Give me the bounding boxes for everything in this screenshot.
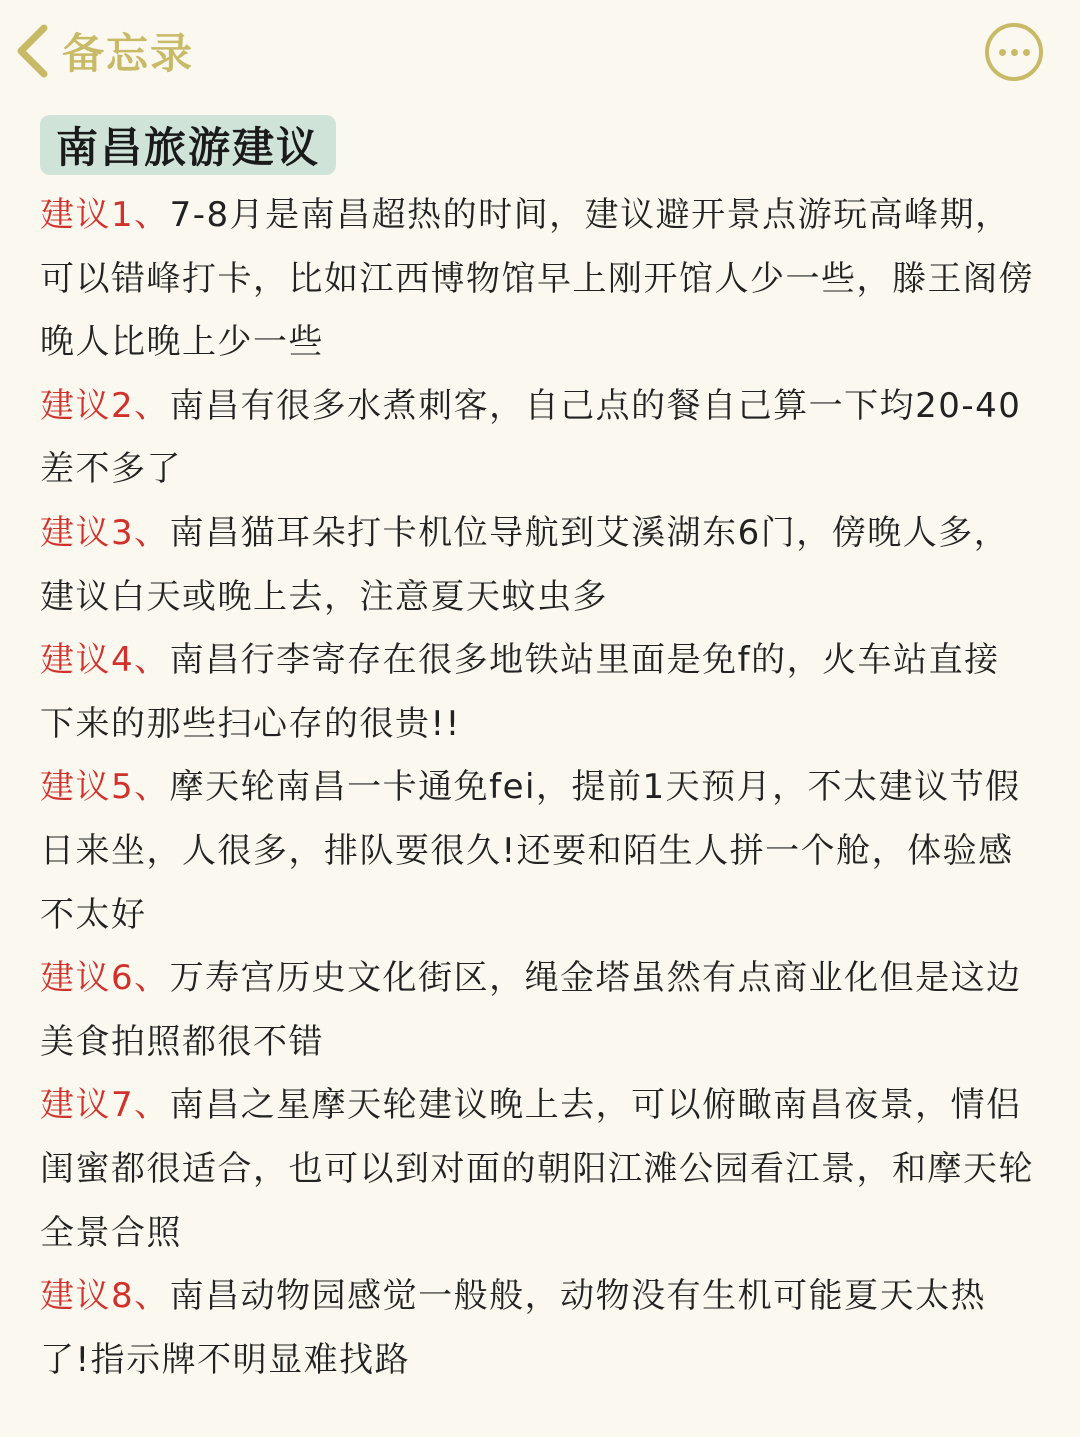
more-icon-dot (1023, 49, 1030, 56)
tip-text: 南昌之星摩天轮建议晚上去，可以俯瞰南昌夜景，情侣闺蜜都很适合，也可以到对面的朝阳江滩公园看江景，和摩天轮全景合照 (40, 1085, 1034, 1253)
back-button[interactable] (14, 20, 194, 82)
tip-label: 建议3、 (40, 512, 170, 553)
note-body (40, 184, 1035, 1392)
tip-label: 建议8、 (40, 1276, 170, 1317)
page-title: 南昌旅游建议 (56, 123, 321, 172)
tip-item (40, 502, 1035, 629)
tip-label: 建议7、 (40, 1085, 170, 1126)
tip-text: 南昌有很多水煮刺客，自己点的餐自己算一下均20-40差不多了 (40, 385, 1022, 490)
tip-item (40, 1265, 1035, 1392)
back-label: 备忘录 (62, 29, 195, 78)
more-options-button[interactable] (985, 23, 1043, 81)
tip-item (40, 629, 1035, 756)
tip-text: 7-8月是南昌超热的时间，建议避开景点游玩高峰期，可以错峰打卡，比如江西博物馆早上刚开馆人少一些，滕王阁傍晚人比晚上少一些 (40, 195, 1034, 363)
top-bar (0, 0, 1080, 105)
tip-label: 建议4、 (40, 640, 170, 681)
more-icon-dot (999, 49, 1006, 56)
chevron-left-icon (14, 24, 50, 78)
tip-item (40, 1074, 1035, 1265)
tip-item (40, 756, 1035, 947)
tip-label: 建议2、 (40, 385, 170, 426)
tip-text: 万寿宫历史文化街区，绳金塔虽然有点商业化但是这边美食拍照都很不错 (40, 958, 1022, 1062)
title-highlight (40, 115, 336, 175)
tip-label: 建议6、 (40, 958, 170, 999)
tip-label: 建议5、 (40, 767, 170, 808)
tip-item (40, 947, 1035, 1074)
tip-text: 摩天轮南昌一卡通免fei，提前1天预月，不太建议节假日来坐，人很多，排队要很久!还要和陌生人拼一个舱，体验感不太好 (40, 767, 1021, 935)
tip-item (40, 375, 1035, 502)
tip-text: 南昌动物园感觉一般般，动物没有生机可能夏天太热了!指示牌不明显难找路 (40, 1276, 987, 1380)
more-icon-dot (1011, 49, 1018, 56)
tip-label: 建议1、 (40, 195, 170, 235)
tip-text: 南昌行李寄存在很多地铁站里面是免f的，火车站直接下来的那些扫心存的很贵!! (40, 640, 1000, 744)
tip-text: 南昌猫耳朵打卡机位导航到艾溪湖东6门，傍晚人多，建议白天或晚上去，注意夏天蚊虫多 (40, 512, 1010, 617)
tip-item (40, 184, 1035, 375)
